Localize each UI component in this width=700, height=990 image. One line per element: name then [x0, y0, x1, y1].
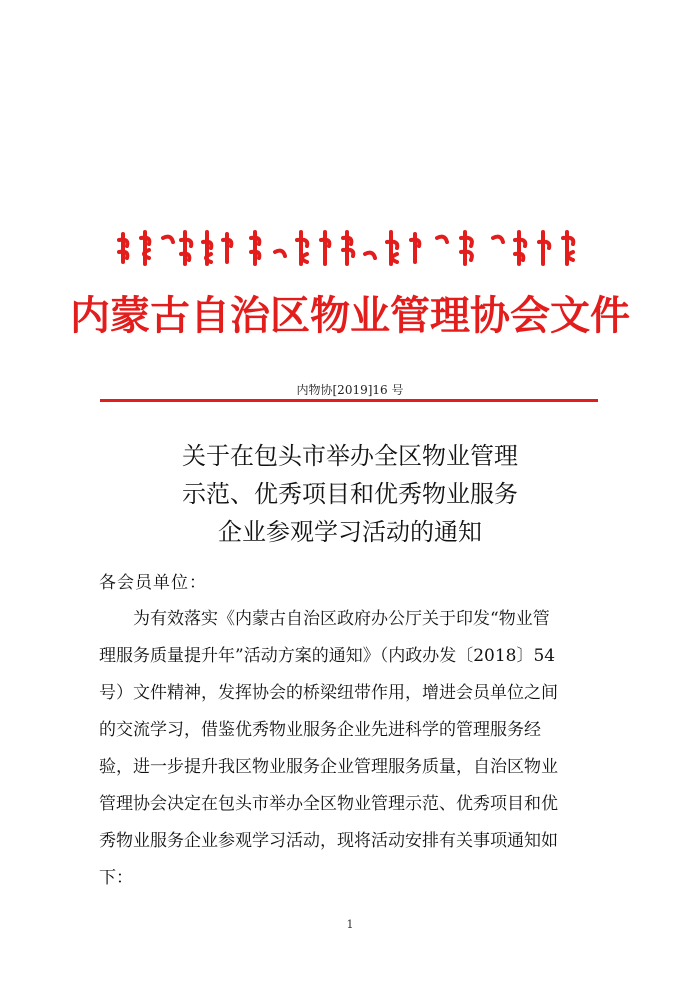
red-divider [100, 399, 598, 402]
body-paragraph [99, 601, 603, 897]
mongolian-script-icon [115, 228, 590, 268]
document-title [0, 437, 700, 551]
title-line: 企业参观学习活动的通知 [218, 518, 482, 546]
body-line: 号）文件精神，发挥协会的桥梁纽带作用，增进会员单位之间 [99, 683, 558, 703]
body-line: 验，进一步提升我区物业服务企业管理服务质量，自治区物业 [99, 757, 558, 777]
title-line: 关于在包头市举办全区物业管理 [182, 442, 518, 470]
body-line: 为有效落实《内蒙古自治区政府办公厅关于印发“物业管 [99, 609, 550, 629]
organization-header: 内蒙古自治区物业管理协会文件 [70, 293, 630, 339]
body-line: 秀物业服务企业参观学习活动，现将活动安排有关事项通知如 [99, 831, 558, 851]
title-line: 示范、优秀项目和优秀物业服务 [182, 480, 518, 508]
body-line: 的交流学习，借鉴优秀物业服务企业先进科学的管理服务经 [99, 720, 541, 740]
body-line: 理服务质量提升年”活动方案的通知》（内政办发〔2018〕54 [99, 646, 556, 666]
page-number: 1 [346, 918, 354, 931]
body-line: 下： [99, 868, 133, 888]
salutation: 各会员单位： [99, 573, 207, 593]
document-number: 内物协[2019]16 号 [296, 383, 404, 397]
body-line: 管理协会决定在包头市举办全区物业管理示范、优秀项目和优 [99, 794, 558, 814]
mongolian-script-title [115, 228, 590, 268]
